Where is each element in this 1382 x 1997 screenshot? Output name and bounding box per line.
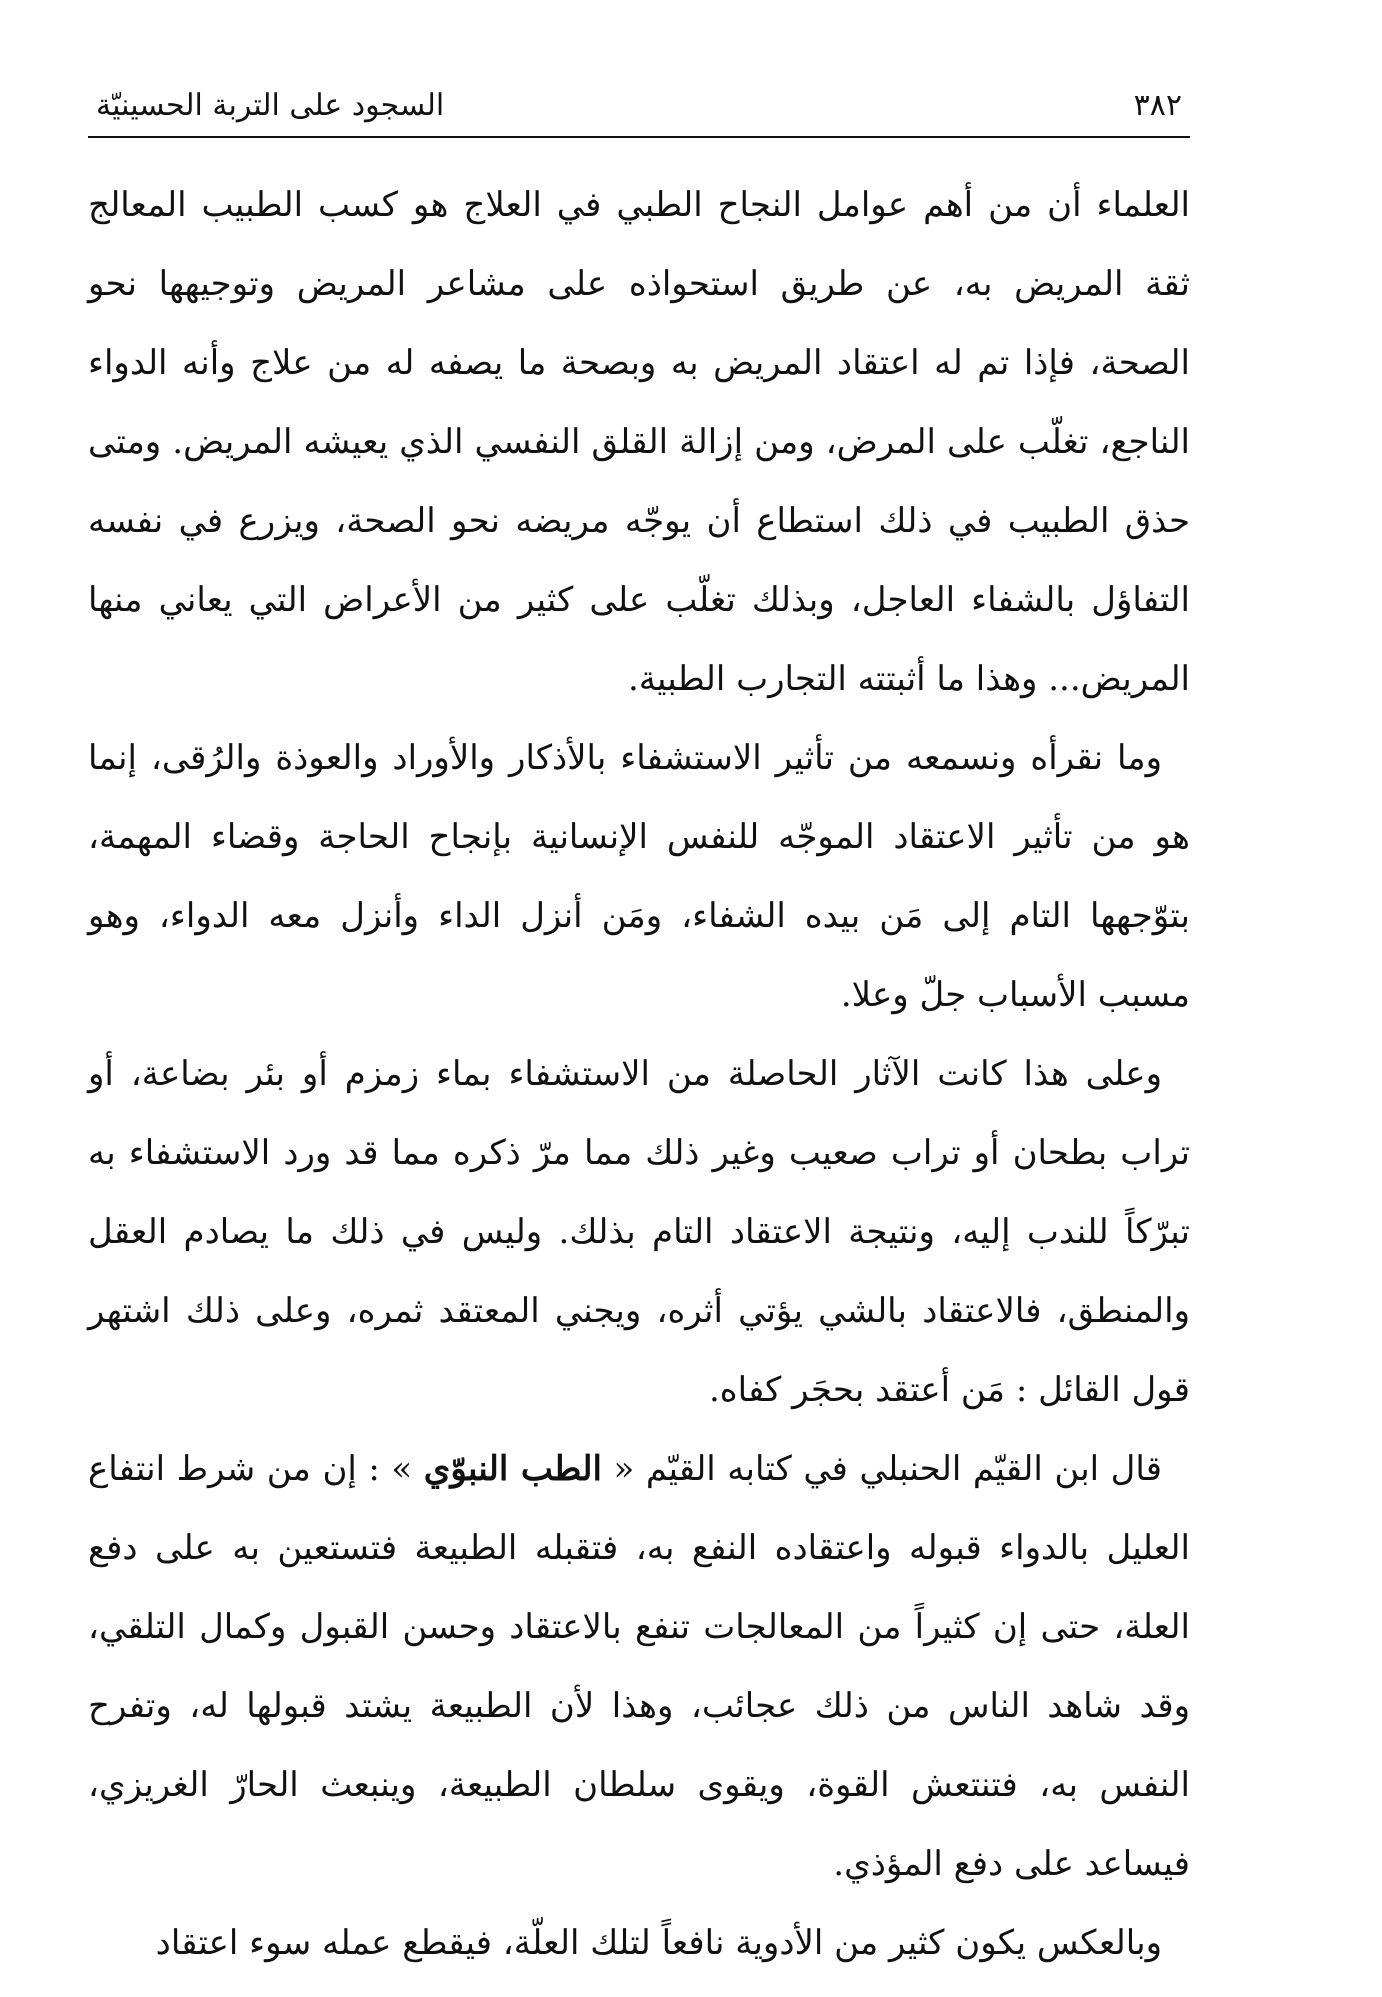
running-title: السجود على التربة الحسينيّة <box>96 88 445 123</box>
running-header <box>88 78 1190 138</box>
paragraph-5: وبالعكس يكون كثير من الأدوية نافعاً لتلك العلّة، فيقطع عمله سوء اعتقاد <box>155 1923 1162 1963</box>
paragraph-4-quote: » : إن من شرط انتفاع العليل بالدواء قبوله واعتقاده النفع به، فتقبله الطبيعة فتستعين به على دفع العلة، حتى إن كثيراً من المعالجات تنفع بالاعتقاد وحسن القبول وكمال التلقي، وقد شاهد الناس من ذلك عجائب، وهذا لأن الطبيعة يشتد قبولها له، وتفرح النفس به، فتنتعش القوة، ويقوى سلطان الطبيعة، وينبعث الحارّ الغريزي، فيساعد على دفع المؤذي. <box>88 1449 1190 1884</box>
page-number: ٣٨٢ <box>1133 88 1182 123</box>
book-title: الطب النبوّي <box>423 1449 602 1489</box>
paragraph-3: وعلى هذا كانت الآثار الحاصلة من الاستشفاء بماء زمزم أو بئر بضاعة، أو تراب بطحان أو تراب صعيب وغير ذلك مما مرّ ذكره مما قد ورد الاستشفاء به تبرّكاً للندب إليه، ونتيجة الاعتقاد التام بذلك. وليس في ذلك ما يصادم العقل والمنطق، فالاعتقاد بالشي يؤتي أثره، ويجني المعتقد ثمره، وعلى ذلك اشتهر قول القائل : مَن أعتقد بحجَر كفاه. <box>88 1054 1190 1410</box>
book-page <box>88 78 1190 1963</box>
paragraph-4-intro: قال ابن القيّم الحنبلي في كتابه القيّم « <box>601 1449 1162 1489</box>
body-text <box>88 166 1190 1983</box>
paragraph-1: العلماء أن من أهم عوامل النجاح الطبي في العلاج هو كسب الطبيب المعالج ثقة المريض به، عن طريق استحواذه على مشاعر المريض وتوجيهها نحو الصحة، فإذا تم له اعتقاد المريض به وبصحة ما يصفه له من علاج وأنه الدواء الناجع، تغلّب على المرض، ومن إزالة القلق النفسي الذي يعيشه المريض. ومتى حذق الطبيب في ذلك استطاع أن يوجّه مريضه نحو الصحة، ويزرع في نفسه التفاؤل بالشفاء العاجل، وبذلك تغلّب على كثير من الأعراض التي يعاني منها المريض... وهذا ما أثبتته التجارب الطبية. <box>88 185 1190 699</box>
paragraph-4 <box>88 1430 1190 1904</box>
paragraph-2: وما نقرأه ونسمعه من تأثير الاستشفاء بالأذكار والأوراد والعوذة والرُقى، إنما هو من تأثير الاعتقاد الموجّه للنفس الإنسانية بإنجاح الحاجة وقضاء المهمة، بتوّجهها التام إلى مَن بيده الشفاء، ومَن أنزل الداء وأنزل معه الدواء، وهو مسبب الأسباب جلّ وعلا. <box>88 738 1190 1015</box>
